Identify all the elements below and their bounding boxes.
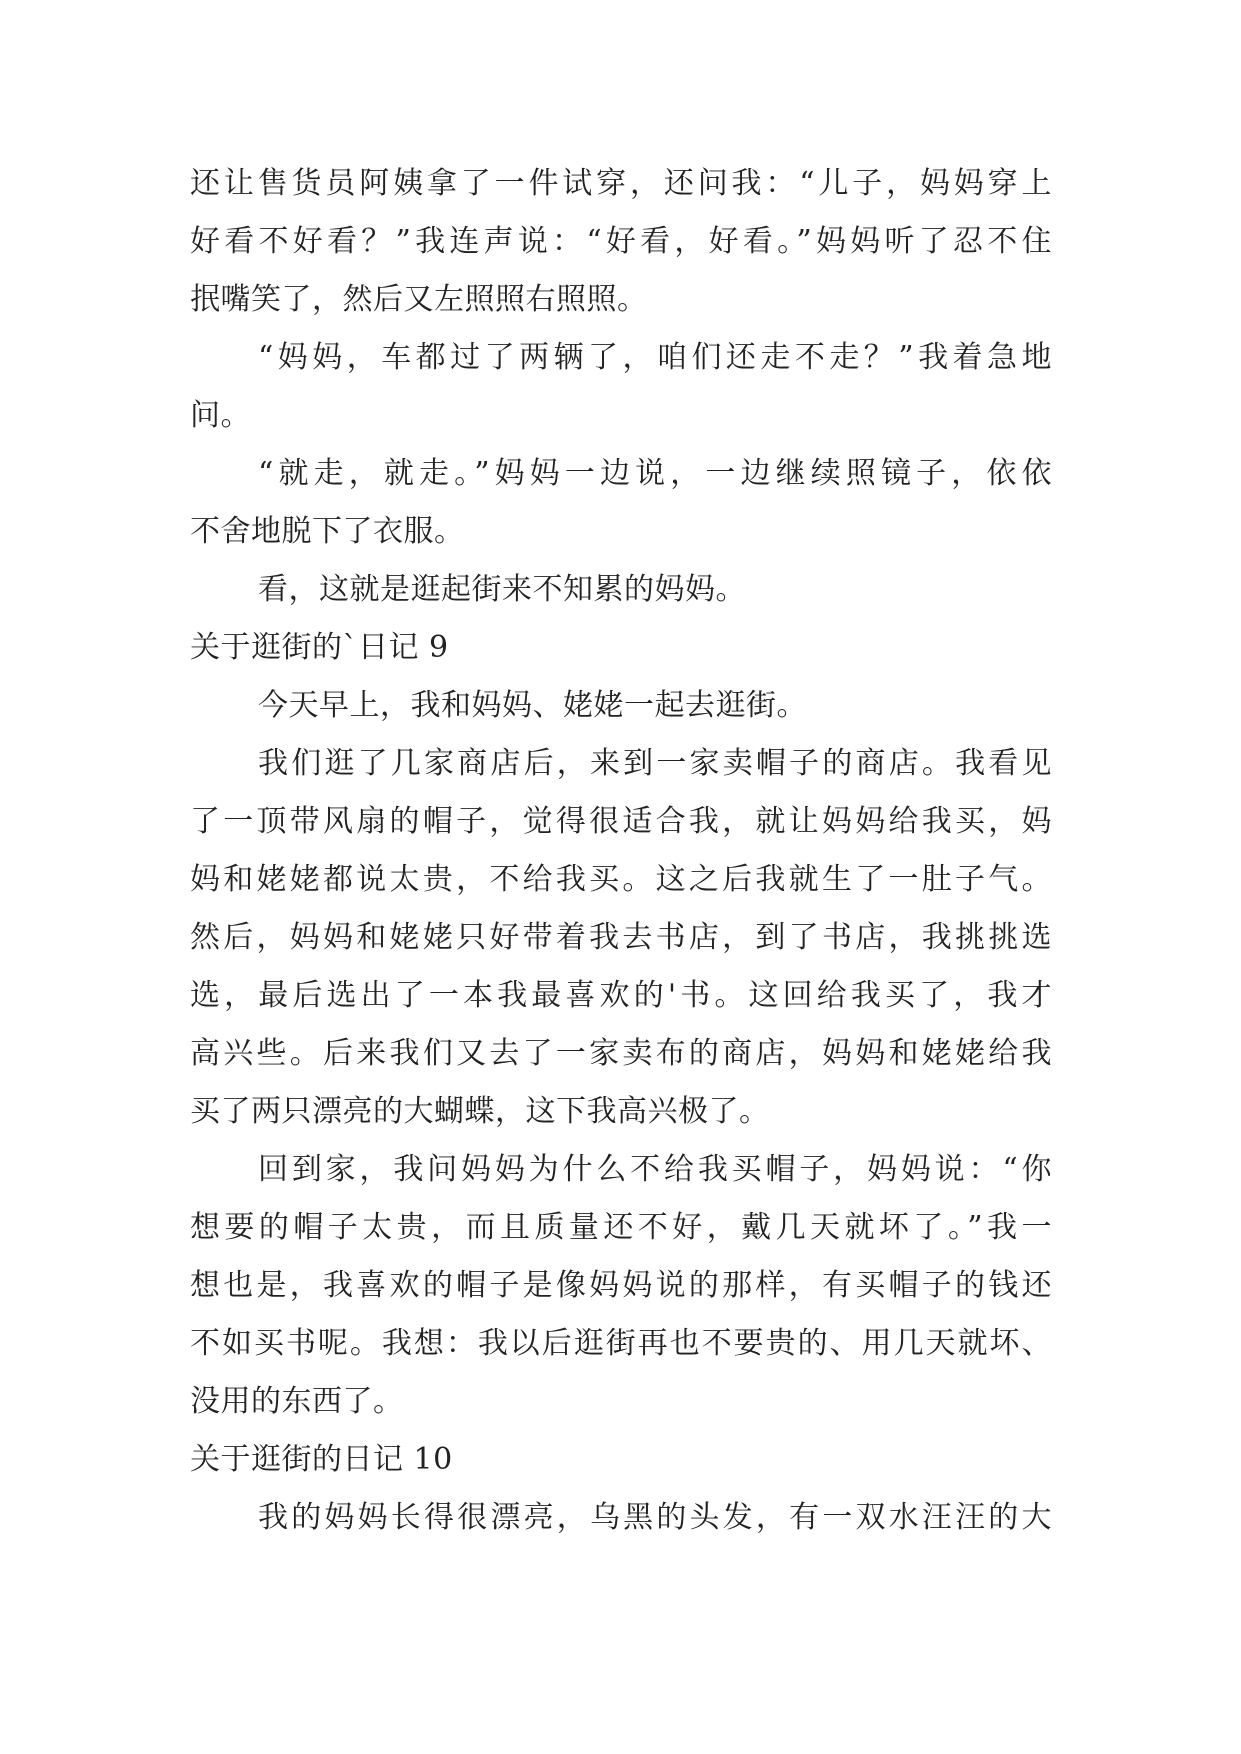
text-line: 了一顶带风扇的帽子，觉得很适合我，就让妈妈给我买，妈 (190, 804, 1052, 839)
section-heading: 关于逛街的日记 10 (190, 1442, 453, 1477)
paragraph-first-line: “妈妈，车都过了两辆了，咱们还走不走？”我着急地 (258, 340, 1052, 375)
text-line: 想要的帽子太贵，而且质量还不好，戴几天就坏了。”我一 (190, 1210, 1052, 1245)
text-line: 高兴些。后来我们又去了一家卖布的商店，妈妈和姥姥给我 (190, 1036, 1052, 1071)
paragraph-first-line: 看，这就是逛起街来不知累的妈妈。 (258, 572, 746, 607)
paragraph-first-line: 回到家，我问妈妈为什么不给我买帽子，妈妈说：“你 (258, 1152, 1052, 1187)
text-line: 不舍地脱下了衣服。 (190, 514, 465, 549)
text-line: 没用的东西了。 (190, 1384, 404, 1419)
text-line: 不如买书呢。我想：我以后逛街再也不要贵的、用几天就坏、 (190, 1326, 1052, 1361)
text-line: 问。 (190, 398, 251, 433)
paragraph-first-line: 今天早上，我和妈妈、姥姥一起去逛街。 (258, 688, 807, 723)
paragraph-first-line: 我的妈妈长得很漂亮，乌黑的头发，有一双水汪汪的大 (258, 1500, 1052, 1535)
text-line: 然后，妈妈和姥姥只好带着我去书店，到了书店，我挑挑选 (190, 920, 1052, 955)
text-line: 妈和姥姥都说太贵，不给我买。这之后我就生了一肚子气。 (190, 862, 1052, 897)
text-line: 还让售货员阿姨拿了一件试穿，还问我：“儿子，妈妈穿上 (190, 166, 1052, 201)
section-heading: 关于逛街的`日记 9 (190, 630, 449, 665)
text-line: 选，最后选出了一本我最喜欢的'书。这回给我买了，我才 (190, 978, 1052, 1013)
text-line: 想也是，我喜欢的帽子是像妈妈说的那样，有买帽子的钱还 (190, 1268, 1052, 1303)
paragraph-first-line: 我们逛了几家商店后，来到一家卖帽子的商店。我看见 (258, 746, 1052, 781)
paragraph-first-line: “就走，就走。”妈妈一边说，一边继续照镜子，依依 (258, 456, 1052, 491)
text-line: 好看不好看？”我连声说：“好看，好看。”妈妈听了忍不住 (190, 224, 1052, 259)
text-line: 买了两只漂亮的大蝴蝶，这下我高兴极了。 (190, 1094, 770, 1129)
text-line: 抿嘴笑了，然后又左照照右照照。 (190, 282, 648, 317)
